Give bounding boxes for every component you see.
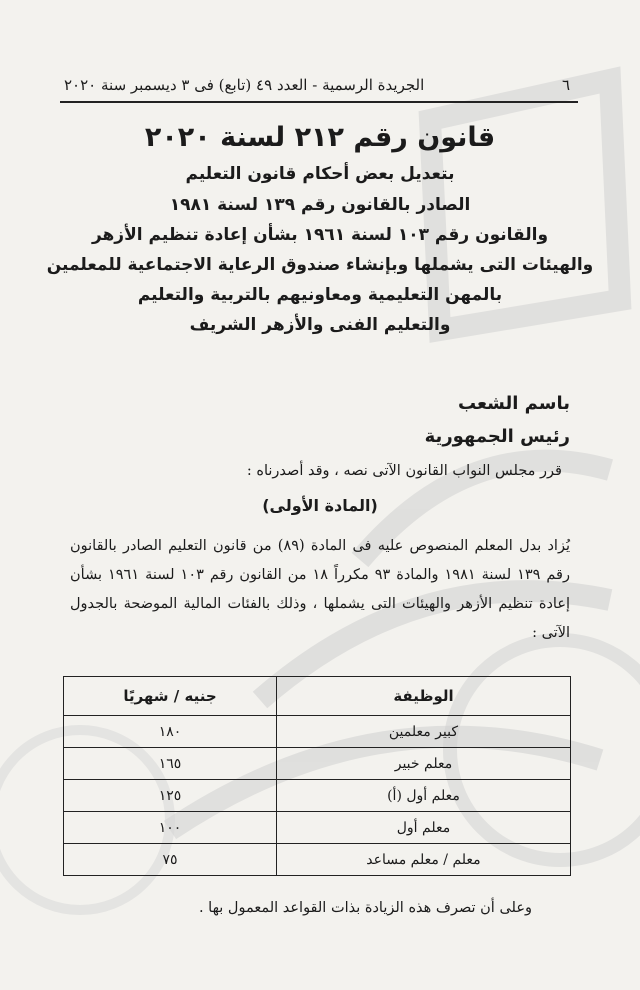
table-row [64, 748, 571, 780]
article-text: يُزاد بدل المعلم المنصوص عليه فى المادة (٨٩) من قانون التعليم الصادر بالقانون رقم ١٣٩ لسنة ١٩٨١ والمادة ٩٣ مكرراً ١٨ من القانون رقم ١٠٣ لسنة ١٩٦١ بشأن إعادة تنظيم الأزهر والهيئات التى يشملها ، وذلك بالفئات المالية الموضحة بالجدول الآتى : [70, 538, 570, 641]
article-title: (المادة الأولى) [262, 496, 378, 515]
table-header-row [64, 677, 571, 716]
job-cell: معلم خبير [276, 748, 570, 780]
subtitle-line: والقانون رقم ١٠٣ لسنة ١٩٦١ بشأن إعادة تنظيم الأزهر [91, 225, 549, 245]
pay-cell: ١٢٥ [64, 780, 277, 812]
subtitle-line: بالمهن التعليمية ومعاونيهم بالتربية والتعليم [137, 285, 503, 305]
president-heading: رئيس الجمهورية [424, 426, 570, 447]
pay-cell: ١٨٠ [64, 716, 277, 748]
subtitle-line: الصادر بالقانون رقم ١٣٩ لسنة ١٩٨١ [169, 195, 471, 215]
title-block [40, 118, 600, 340]
running-head-text: الجريدة الرسمية - العدد ٤٩ (تابع) فى ٣ ديسمبر سنة ٢٠٢٠ [64, 76, 425, 94]
subtitle-line: والهيئات التى يشملها وبإنشاء صندوق الرعاية الاجتماعية للمعلمين [46, 255, 594, 275]
table-row [64, 780, 571, 812]
table-row [64, 812, 571, 844]
law-title: قانون رقم ٢١٢ لسنة ٢٠٢٠ [144, 122, 496, 153]
job-cell: معلم / معلم مساعد [276, 844, 570, 876]
pay-cell: ١٦٥ [64, 748, 277, 780]
allowance-table [63, 676, 571, 876]
job-cell: كبير معلمين [276, 716, 570, 748]
in-the-name-of-people: باسم الشعب [457, 393, 570, 414]
pay-cell: ١٠٠ [64, 812, 277, 844]
subtitle-line: والتعليم الفنى والأزهر الشريف [189, 315, 451, 335]
pay-cell: ٧٥ [64, 844, 277, 876]
table-row [64, 716, 571, 748]
running-head [64, 72, 570, 98]
page-number: ٦ [561, 76, 570, 94]
header-job: الوظيفة [276, 677, 570, 716]
header-rule [60, 101, 578, 103]
subtitle-line: بتعديل بعض أحكام قانون التعليم [185, 164, 455, 184]
decree-text: قرر مجلس النواب القانون الآتى نصه ، وقد أصدرناه : [246, 463, 562, 479]
table-row [64, 844, 571, 876]
header-pay: جنيه / شهريًا [64, 677, 277, 716]
job-cell: معلم أول [276, 812, 570, 844]
job-cell: معلم أول (أ) [276, 780, 570, 812]
closing-text: وعلى أن تصرف هذه الزيادة بذات القواعد المعمول بها . [198, 900, 532, 916]
